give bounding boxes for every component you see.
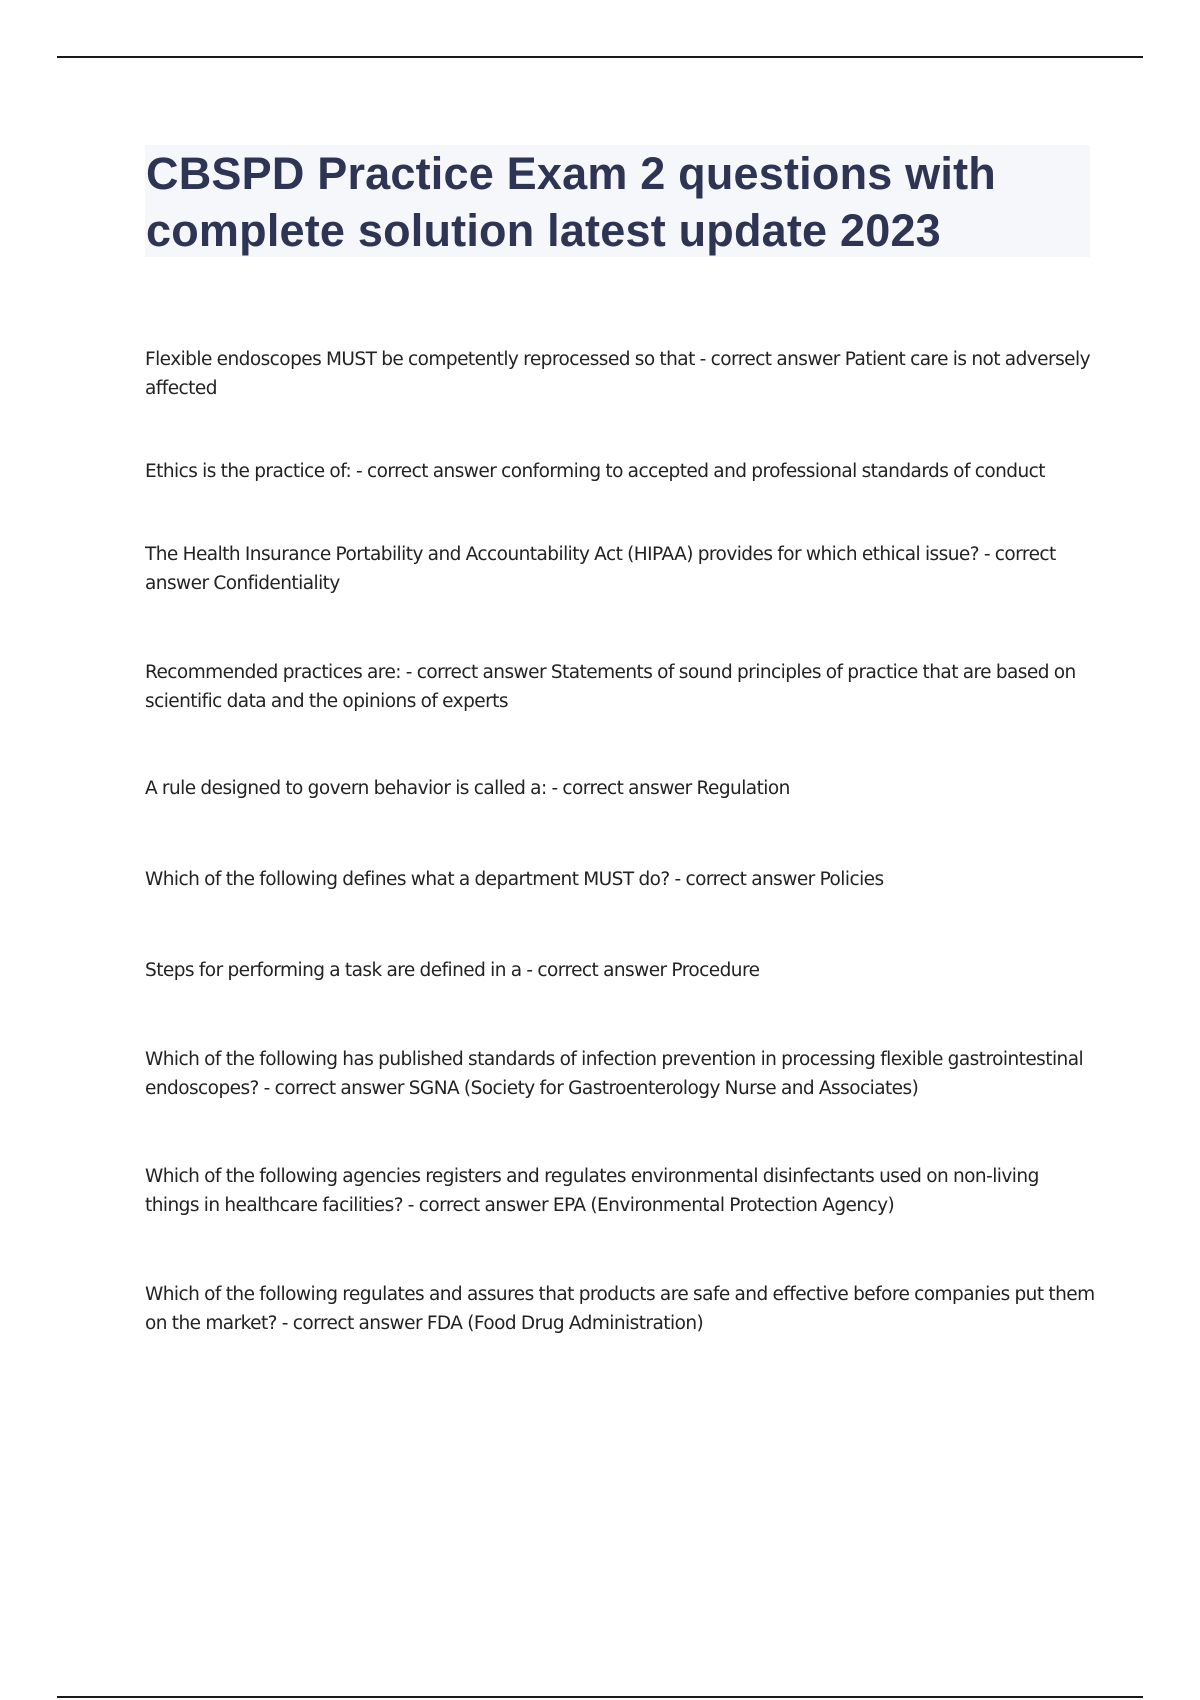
title-block bbox=[145, 145, 1090, 257]
qa-item: Flexible endoscopes MUST be competently reprocessed so that - correct answer Patient care is not adversely affected bbox=[145, 349, 1090, 399]
page-top-rule bbox=[57, 56, 1143, 58]
qa-item: Recommended practices are: - correct answer Statements of sound principles of practice that are based on scientific data and the opinions of experts bbox=[145, 662, 1076, 712]
qa-item: The Health Insurance Portability and Accountability Act (HIPAA) provides for which ethical issue? - correct answer Confidentiality bbox=[145, 544, 1056, 594]
qa-item: Which of the following regulates and assures that products are safe and effective before companies put them on the market? - correct answer FDA (Food Drug Administration) bbox=[145, 1284, 1095, 1334]
qa-item: Which of the following has published standards of infection prevention in processing flexible gastrointestinal endoscopes? - correct answer SGNA (Society for Gastroenterology Nurse and Associates) bbox=[145, 1049, 1084, 1099]
question-answer-list bbox=[145, 345, 1095, 1338]
qa-item: Which of the following agencies registers and regulates environmental disinfectants used on non-living things in healthcare facilities? - correct answer EPA (Environmental Protection Agency) bbox=[145, 1166, 1039, 1216]
document-title: CBSPD Practice Exam 2 questions with complete solution latest update 2023 bbox=[146, 148, 996, 256]
qa-item: A rule designed to govern behavior is called a: - correct answer Regulation bbox=[145, 778, 790, 799]
qa-item: Ethics is the practice of: - correct answer conforming to accepted and professional standards of conduct bbox=[145, 461, 1045, 482]
qa-item: Steps for performing a task are defined in a - correct answer Procedure bbox=[145, 960, 760, 981]
qa-item: Which of the following defines what a department MUST do? - correct answer Policies bbox=[145, 869, 884, 890]
page-bottom-rule bbox=[57, 1696, 1143, 1698]
